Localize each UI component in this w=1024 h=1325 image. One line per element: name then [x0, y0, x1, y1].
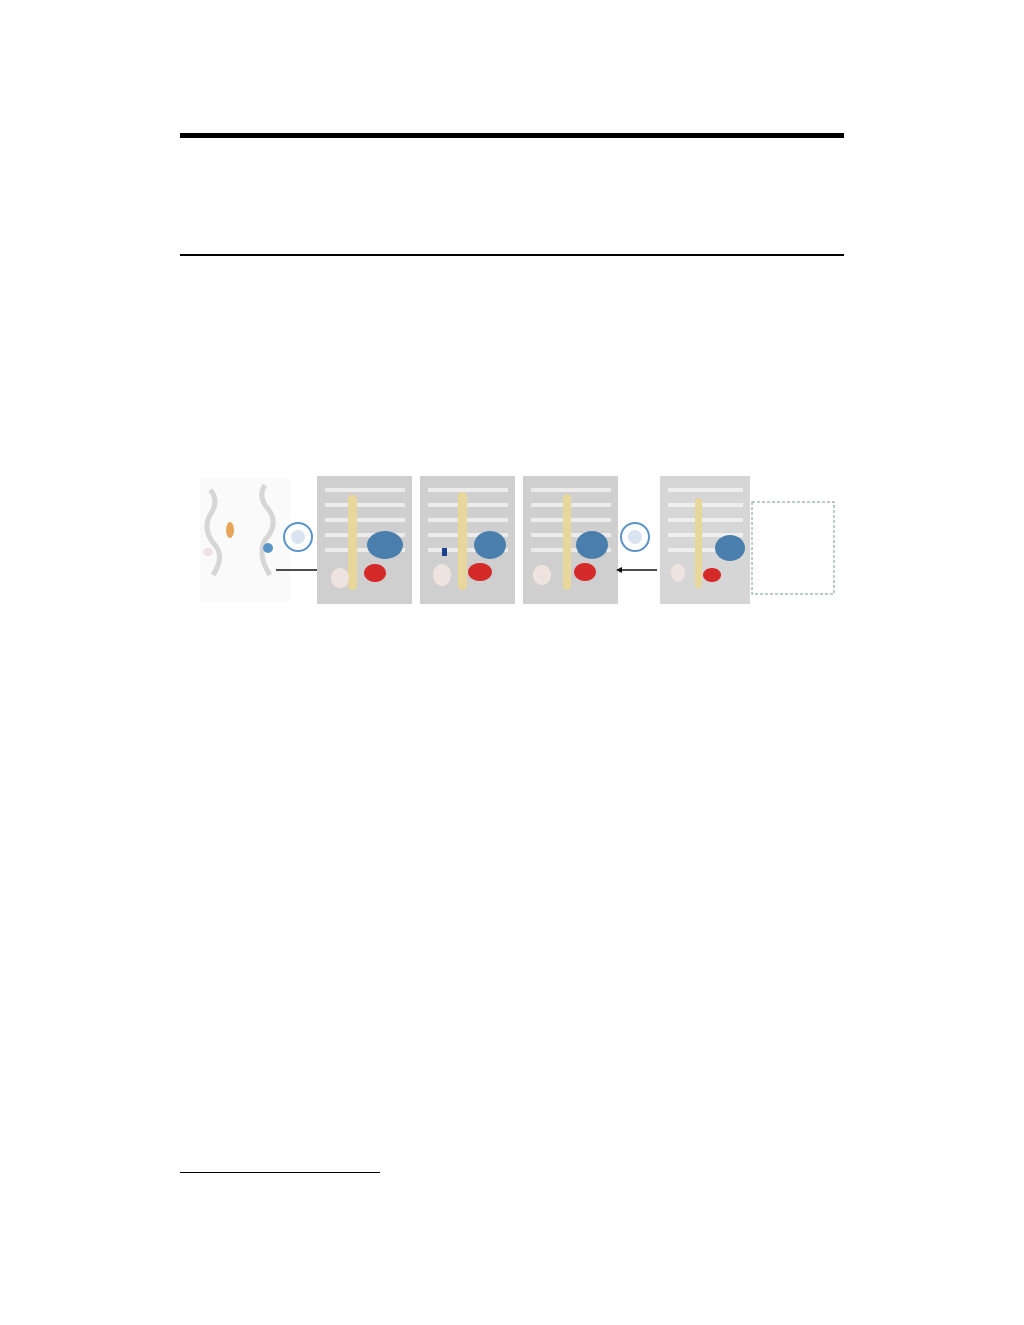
title-bottom-rule — [180, 254, 844, 256]
figure-1 — [190, 470, 850, 742]
panel-ground-truth — [420, 476, 515, 604]
panel-r2gs — [660, 476, 750, 604]
figure-caption — [180, 752, 844, 775]
panel-nerf-care — [317, 476, 412, 604]
authors-row-2 — [180, 321, 844, 341]
title-top-rule — [180, 133, 844, 138]
panel-nerf — [200, 478, 290, 603]
authors-row-1 — [180, 300, 844, 320]
affiliations — [180, 350, 844, 370]
care-arrow-right — [616, 523, 657, 573]
footnote-rule — [180, 1172, 380, 1173]
organ-legend — [752, 502, 834, 594]
panel-r2gs-care — [523, 476, 618, 604]
